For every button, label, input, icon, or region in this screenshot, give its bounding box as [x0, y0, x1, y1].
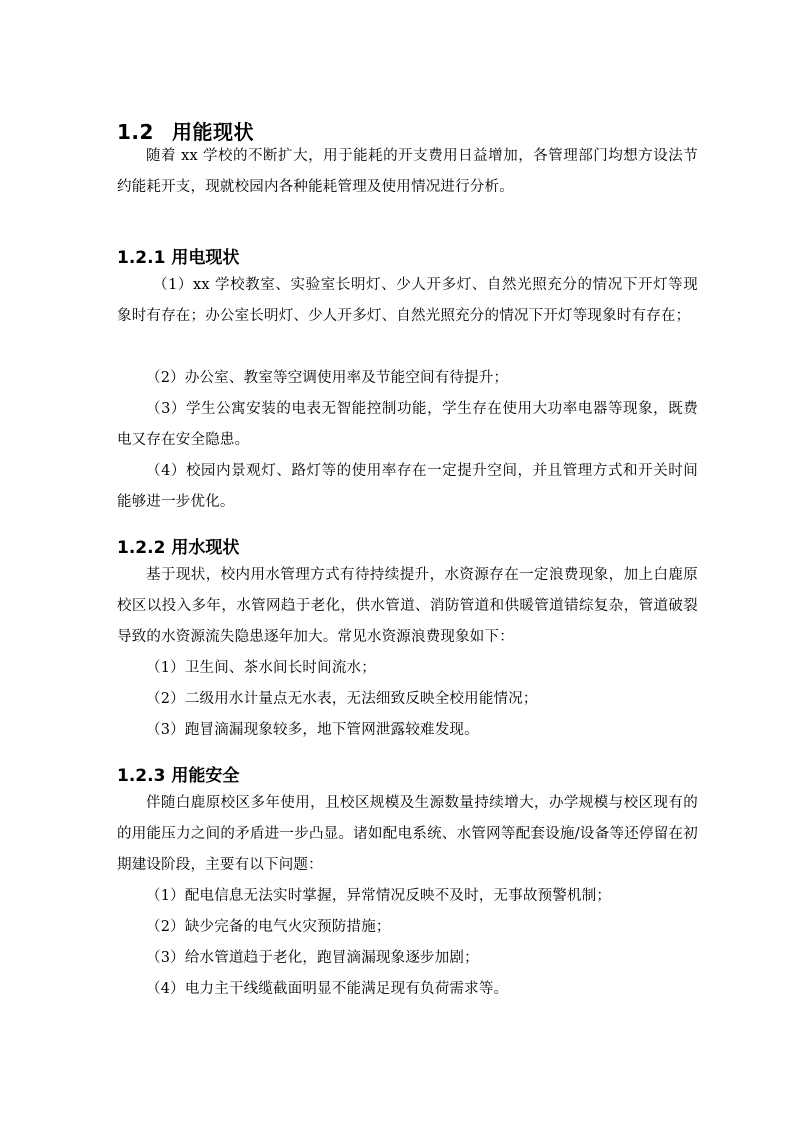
list-item: （2）二级用水计量点无水表，无法细致反映全校用能情况； [146, 691, 538, 707]
subsection-number: 1.2.3 [117, 766, 166, 786]
subsection-heading-water [117, 533, 239, 558]
list-item: （3）跑冒滴漏现象较多，地下管网泄露较难发现。 [146, 722, 479, 738]
subsection-intro-paragraph: 伴随白鹿原校区多年使用，且校区规模及生源数量持续增大，办学规模与校区现有的的用能压力之间的矛盾进一步凸显。诸如配电系统、水管网等配套设施/设备等还停留在初期建设阶段，主要有以下问题： [117, 795, 698, 873]
subsection-title: 用电现状 [171, 248, 240, 268]
list-item: （4）电力主干线缆截面明显不能满足现有负荷需求等。 [146, 981, 509, 997]
list-item: （1）xx 学校教室、实验室长明灯、少人开多灯、自然光照充分的情况下开灯等现象时有存在；办公室长明灯、少人开多灯、自然光照充分的情况下开灯等现象时有存在； [117, 277, 698, 324]
section-intro-paragraph: 随着 xx 学校的不断扩大，用于能耗的开支费用日益增加，各管理部门均想方设法节约能耗开支，现就校园内各种能耗管理及使用情况进行分析。 [117, 148, 698, 195]
list-item: （3）学生公寓安装的电表无智能控制功能，学生存在使用大功率电器等现象，既费电又存在安全隐患。 [117, 401, 698, 448]
list-item: （2）缺少完备的电气火灾预防措施； [146, 919, 391, 935]
subsection-number: 1.2.2 [117, 538, 166, 558]
subsection-heading-energy-safety [117, 761, 239, 786]
subsection-title: 用水现状 [171, 538, 240, 558]
list-item: （2）办公室、教室等空调使用率及节能空间有待提升； [146, 370, 509, 386]
list-item: （4）校园内景观灯、路灯等的使用率存在一定提升空间，并且管理方式和开关时间能够进一步优化。 [117, 463, 698, 510]
subsection-title: 用能安全 [171, 766, 240, 786]
subsection-heading-electricity [117, 243, 239, 268]
list-item: （3）给水管道趋于老化，跑冒滴漏现象逐步加剧； [146, 950, 479, 966]
list-item: （1）卫生间、茶水间长时间流水； [146, 660, 376, 676]
subsection-intro-paragraph: 基于现状，校内用水管理方式有待持续提升，水资源存在一定浪费现象，加上白鹿原校区以投入多年，水管网趋于老化，供水管道、消防管道和供暖管道错综复杂，管道破裂导致的水资源流失隐患逐年加大。常见水资源浪费现象如下： [117, 567, 698, 645]
section-number: 1.2 [117, 120, 154, 144]
list-item: （1）配电信息无法实时掌握，异常情况反映不及时，无事故预警机制； [146, 888, 612, 904]
subsection-number: 1.2.1 [117, 248, 166, 268]
section-title: 用能现状 [172, 120, 254, 144]
